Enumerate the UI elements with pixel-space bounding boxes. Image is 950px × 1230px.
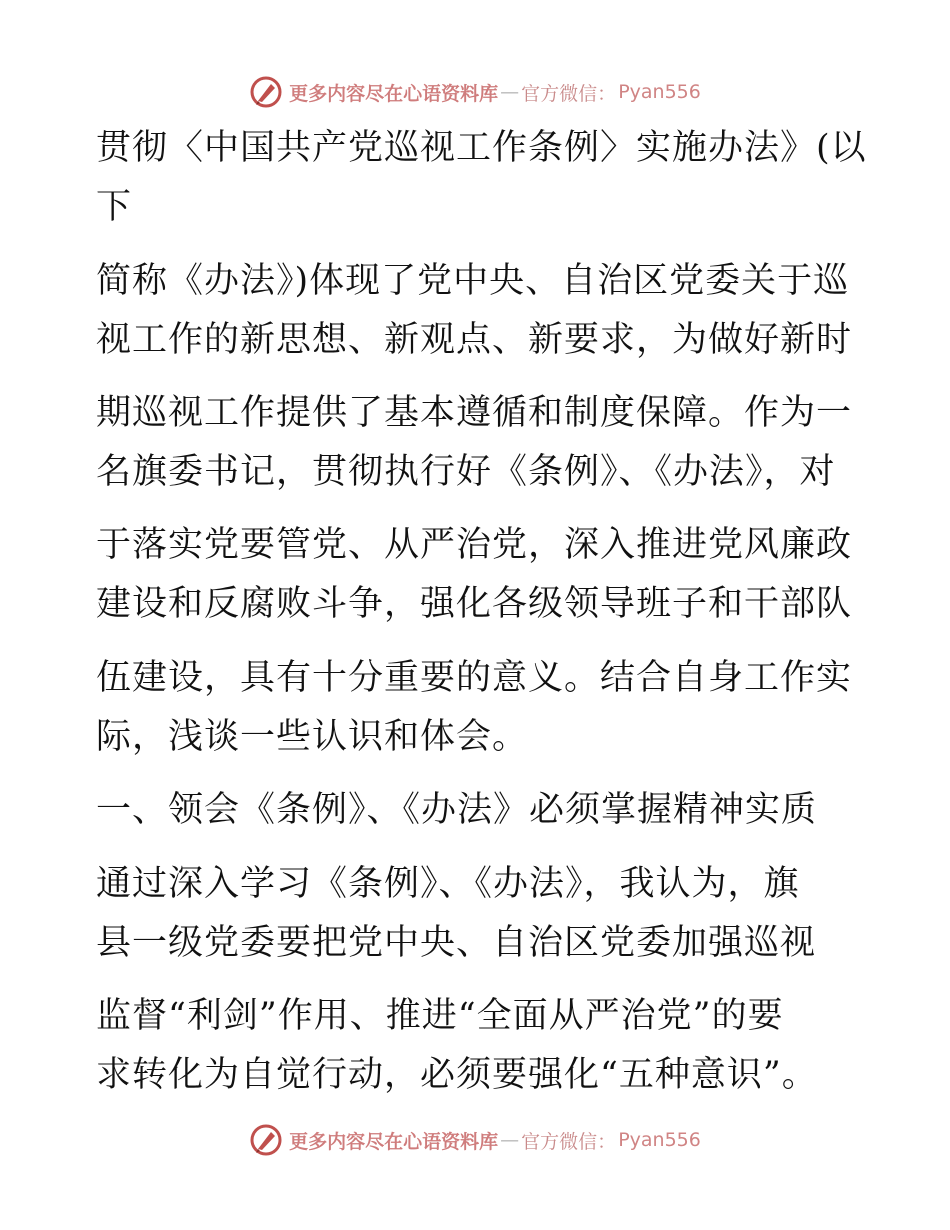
- body-line: 通过深入学习《条例》、《办法》，我认为，旗: [96, 864, 800, 904]
- body-line: 际，浅谈一些认识和体会。: [96, 717, 529, 757]
- body-line: 简称《办法》)体现了党中央、自治区党委关于巡: [96, 261, 850, 301]
- body-line: 建设和反腐败斗争，强化各级领导班子和干部队: [96, 584, 853, 624]
- pen-nib-icon: [249, 1123, 283, 1157]
- body-line: 名旗委书记，贯彻执行好《条例》、《办法》，对: [96, 452, 836, 492]
- banner-separator: —: [500, 81, 520, 103]
- banner-colon: ：: [597, 82, 617, 105]
- body-line: 于落实党要管党、从严治党，深入推进党风廉政: [96, 525, 853, 565]
- body-line: 伍建设，具有十分重要的意义。结合自身工作实: [96, 658, 853, 698]
- body-line: 下: [96, 187, 133, 227]
- body-line: 贯彻〈中国共产党巡视工作条例〉实施办法》(以: [96, 128, 867, 168]
- banner-brand: 更多内容尽在心语资料库: [289, 1130, 499, 1153]
- body-line: 监督“利剑”作用、推进“全面从严治党”的要: [96, 996, 784, 1036]
- banner-wechat-label: 官方微信: [521, 82, 598, 105]
- banner-colon: ：: [597, 1130, 617, 1153]
- body-line: 期巡视工作提供了基本遵循和制度保障。作为一: [96, 393, 853, 433]
- banner-brand: 更多内容尽在心语资料库: [289, 82, 499, 105]
- footer-banner: [0, 1120, 950, 1160]
- banner-account: Pyan556: [618, 1129, 701, 1151]
- section-heading: 一、领会《条例》、《办法》必须掌握精神实质: [96, 790, 818, 830]
- banner-wechat-label: 官方微信: [521, 1130, 598, 1153]
- body-line: 求转化为自觉行动，必须要强化“五种意识”。: [96, 1055, 818, 1095]
- banner-separator: —: [500, 1129, 520, 1151]
- banner-account: Pyan556: [618, 81, 701, 103]
- body-line: 县一级党委要把党中央、自治区党委加强巡视: [96, 923, 817, 963]
- body-line: 视工作的新思想、新观点、新要求，为做好新时: [96, 320, 853, 360]
